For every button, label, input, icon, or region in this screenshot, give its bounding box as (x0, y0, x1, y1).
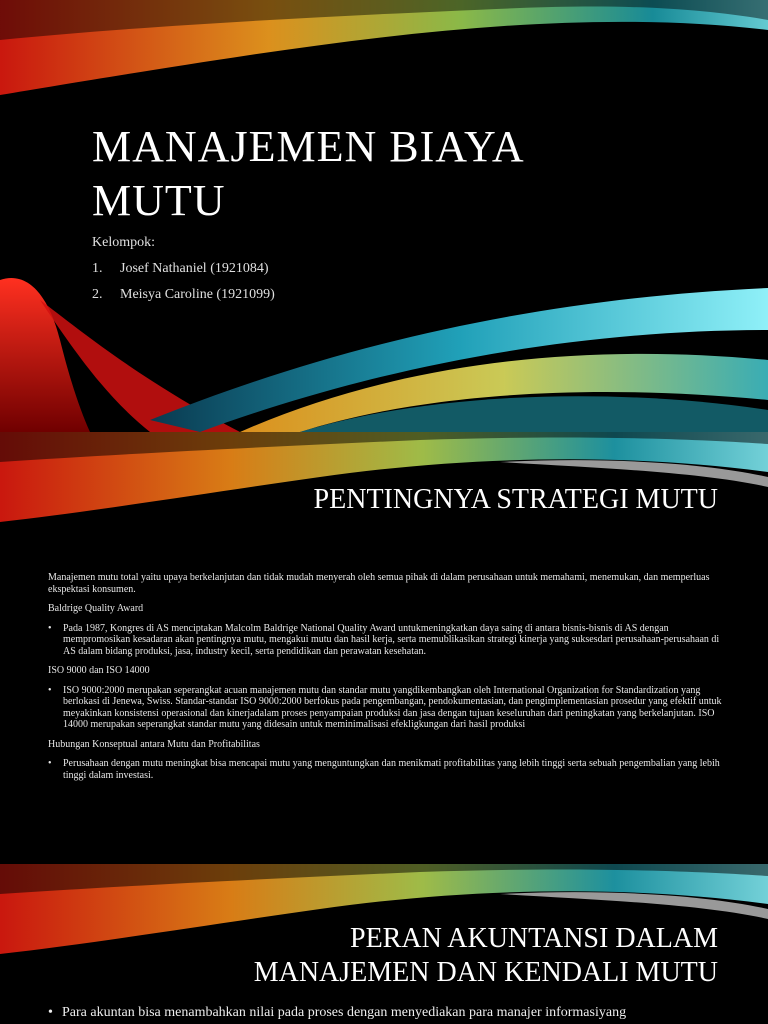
section-heading: ISO 9000 dan ISO 14000 (48, 665, 150, 676)
member-number: 2. (92, 287, 103, 302)
member-number: 1. (92, 261, 103, 276)
member-item (92, 282, 275, 308)
section-heading: Hubungan Konseptual antara Mutu dan Profitabilitas (48, 738, 260, 750)
group-info (92, 230, 275, 308)
slide-heading: PENTINGNYA STRATEGI MUTU (313, 484, 718, 515)
slide-title (0, 0, 768, 432)
bullet-text: Para akuntan bisa menambahkan nilai pada proses dengan menyediakan para manajer informasiyang (62, 1005, 627, 1020)
bullet-icon: • (48, 1005, 53, 1020)
bullet-text: Pada 1987, Kongres di AS menciptakan Malcolm Baldrige National Quality Award untukmeningkatkan daya saing di antara bisnis-bisnis di AS dengan mempromosikan kesadaran akan pentingnya mutu, mengakui mutu dan hasil kerja, serta memublikasikan strategi kinerja yang suksesdari perusahaan-perusahaan di AS dalam bidang produksi, jasa, industry kecil, serta pendidikan dan perawatan kesehatan. (63, 622, 720, 657)
heading-line: MANAJEMEN DAN KENDALI MUTU (253, 957, 718, 988)
list-item (48, 1005, 626, 1021)
section-heading: Baldrige Quality Award (48, 603, 144, 614)
list-item (48, 623, 724, 658)
bullet-icon: • (48, 684, 52, 696)
heading-line: PERAN AKUNTANSI DALAM (350, 923, 718, 954)
presentation-title: MANAJEMEN BIAYA MUTU (92, 122, 523, 225)
slide-heading (254, 922, 718, 990)
intro-paragraph: Manajemen mutu total yaitu upaya berkelanjutan dan tidak mudah menyerah oleh semua pihak di dalam perusahaan untuk memahami, menemukan, dan memperluas ekspektasi konsumen. (48, 572, 710, 595)
bullet-icon: • (48, 758, 52, 769)
list-item (48, 758, 724, 781)
member-name: Josef Nathaniel (1921084) (120, 261, 269, 276)
bullet-text: ISO 9000:2000 merupakan seperangkat acuan manajemen mutu dan standar mutu yangdikembangkan oleh International Organization for Standardization yang berlokasi di Jenewa, Swiss. Standar-standar ISO 9000:2000 berfokus pada pengembangan, pendokumentasian, dan pengimplementasian prosedur yang efektif untuk meyakinkan konsistensi operasional dan kinerjadalam proses penyampaian produksi dan jasa dengan tujuan keseluruhan dari peningkatan yang berkelanjutan. ISO 14000 merupakan seperangkat standar mutu yang didesain untuk meminimalisasi efekligkungan dari hasil produksi (63, 684, 722, 730)
member-item (92, 256, 275, 282)
bullet-icon: • (48, 622, 52, 634)
slide-body (48, 572, 724, 789)
group-label: Kelompok: (92, 235, 155, 250)
list-item (48, 685, 724, 731)
member-name: Meisya Caroline (1921099) (120, 287, 275, 302)
bullet-text: Perusahaan dengan mutu meningkat bisa mencapai mutu yang menguntungkan dan menikmati profitabilitas yang lebih tinggi serta sebuah pengembalian yang lebih tinggi dalam investasi. (63, 758, 720, 781)
